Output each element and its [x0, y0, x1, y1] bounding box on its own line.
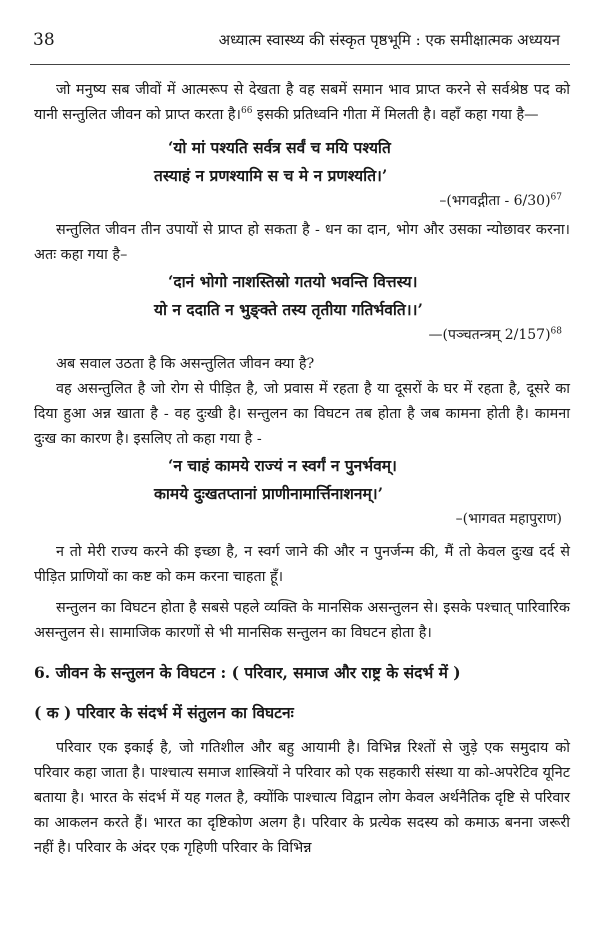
- panchatantra-citation: —(पञ्चतन्त्रम् 2/157)$^{68}$: [428, 326, 562, 343]
- footnote-ref: 66: [240, 106, 253, 117]
- gita-citation: –(भगवद्गीता - 6/30)$^{67}$: [439, 192, 562, 209]
- section-heading: 6. जीवन के सन्तुलन के विघटन : ( परिवार, समाज और राष्ट्र के संदर्भ में ): [34, 663, 461, 682]
- bhagavata-verse-line-2: कामये दुःखतप्तानां प्राणीनामार्त्तिनाशनम्।’: [154, 484, 384, 503]
- gita-verse-line-2: तस्याहं न प्रणश्यामि स च मे न प्रणश्यति।’: [154, 166, 388, 185]
- paragraph-1: जो मनुष्य सब जीवों में आत्मरूप से देखता है वह सबमें समान भाव प्राप्त करने से सर्वश्रेष्ठ पद को यानी सन्तुलित जीवन को प्राप्त करता है।$^{66}$ इसकी प्रतिध्वनि गीता में मिलती है। वहाँ कहा गया है—: [34, 82, 570, 123]
- panchatantra-verse-line-2: यो न ददाति न भुङ्क्ते तस्य तृतीया गतिर्भवति।।’: [154, 300, 423, 319]
- paragraph-4: वह असन्तुलित है जो रोग से पीड़ित है, जो प्रवास में रहता है या दूसरों के घर में रहता है, दूसरे का दिया हुआ अन्न खाता है - वह दुःखी है। सन्तुलन का विघटन तब होता है जब कामना होती है। कामना दुःख का कारण है। इसलिए तो कहा गया है -: [34, 381, 570, 447]
- panchatantra-verse-line-1: ‘दानं भोगो नाशस्तिस्रो गतयो भवन्ति वित्तस्य।: [168, 272, 418, 291]
- paragraph-5: न तो मेरी राज्य करने की इच्छा है, न स्वर्ग जाने की और न पुनर्जन्म की, मैं तो केवल दुःख दर्द से पीड़ित प्राणियों का कष्ट को कम करना चाहता हूँ।: [34, 544, 570, 585]
- page-body: [34, 78, 570, 861]
- paragraph-7: परिवार एक इकाई है, जो गतिशील और बहु आयामी है। विभिन्न रिश्तों से जुड़े एक समुदाय को परिवार कहा जाता है। पाश्चात्य समाज शास्त्रियों ने परिवार को एक सहकारी संस्था या को-अपरेटिव यूनिट बताया है। भारत के संदर्भ में यह गलत है, क्योंकि पाश्चात्य विद्वान लोग केवल अर्थनैतिक दृष्टि से परिवार का आकलन करते हैं। भारत का दृष्टिकोण अलग है। परिवार के प्रत्येक सदस्य को कमाऊ बनना जरूरी नहीं है। परिवार के अंदर एक गृहिणी परिवार के विभिन्न: [34, 740, 570, 856]
- paragraph-6: सन्तुलन का विघटन होता है सबसे पहले व्यक्ति के मानसिक असन्तुलन से। इसके पश्चात् पारिवारिक असन्तुलन से। सामाजिक कारणों से भी मानसिक सन्तुलन का विघटन होता है।: [34, 600, 570, 641]
- subsection-heading: ( क ) परिवार के संदर्भ में संतुलन का विघटनः: [34, 703, 294, 722]
- bhagavata-verse-line-1: ‘न चाहं कामये राज्यं न स्वर्गं न पुनर्भवम्।: [168, 456, 397, 475]
- footnote-ref: 68: [550, 326, 562, 337]
- page-header: [0, 30, 600, 68]
- footnote-ref: 67: [550, 192, 562, 203]
- bhagavata-citation: –(भागवत महापुराण): [455, 511, 562, 527]
- paragraph-3: अब सवाल उठता है कि असन्तुलित जीवन क्या है?: [56, 356, 315, 372]
- gita-verse-line-1: ‘यो मां पश्यति सर्वत्र सर्वं च मयि पश्यति: [168, 138, 391, 157]
- header-rule: [30, 64, 570, 65]
- paragraph-2: सन्तुलित जीवन तीन उपायों से प्राप्त हो सकता है - धन का दान, भोग और उसका न्योछावर करना। अतः कहा गया है–: [34, 222, 570, 263]
- running-title: अध्यात्म स्वास्थ्य की संस्कृत पृष्ठभूमि : एक समीक्षात्मक अध्ययन: [218, 31, 560, 49]
- page-number: 38: [33, 30, 55, 50]
